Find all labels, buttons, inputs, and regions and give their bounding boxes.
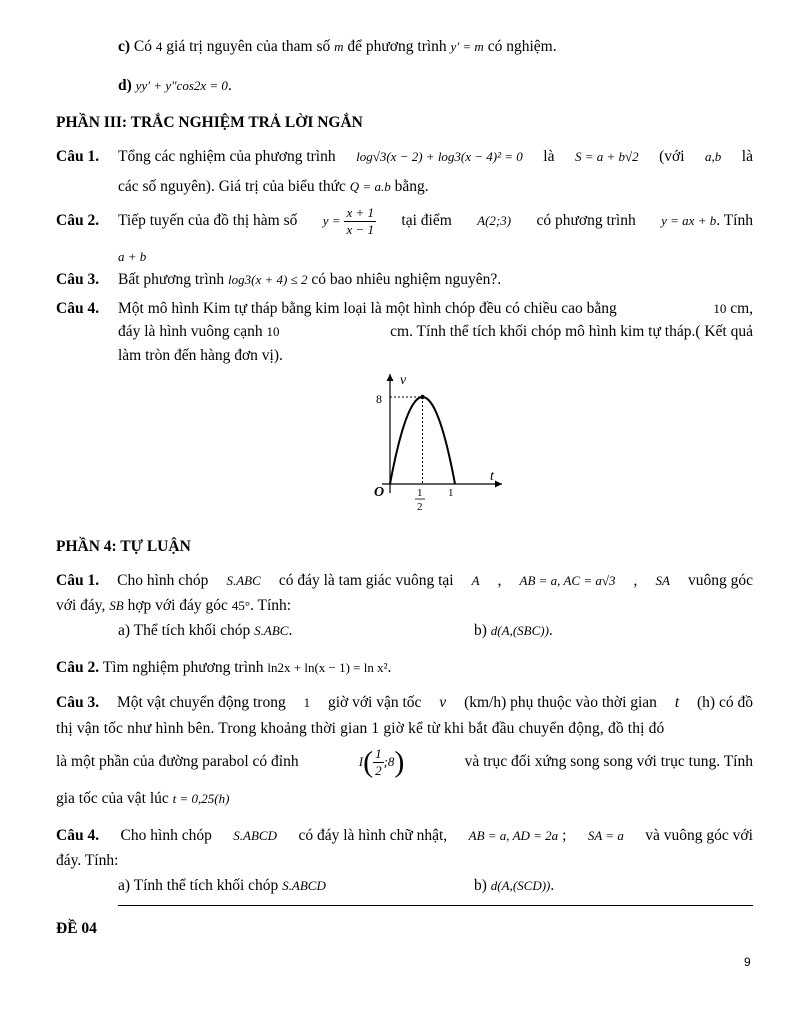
vertex-point bbox=[420, 395, 424, 399]
p3-q2-line2: a + b bbox=[118, 249, 147, 264]
part2-item-d: d) yy′ + y"cos2x = 0. bbox=[118, 77, 232, 94]
p3-q2-line1: Tiếp tuyến của đồ thị hàm số y = $\frac{x + 1}{x - 1}$ tại điểm A(2;3) có phương trình y = ax + b. Tính bbox=[118, 204, 753, 237]
vertex-expression: I( $\frac{1}{2}$ ;8) bbox=[358, 745, 405, 779]
p4-q1-part-b: b) d(A,(SBC)). bbox=[474, 622, 553, 639]
velocity-time-graph bbox=[362, 368, 512, 513]
part3-heading: PHẦN III: TRẮC NGHIỆM TRẢ LỜI NGẮN bbox=[56, 114, 363, 131]
p3-q2-label: Câu 2. bbox=[56, 212, 100, 229]
origin-label: O bbox=[374, 485, 385, 500]
p4-q2-line1: Câu 2. Tìm nghiệm phương trình ln2x + ln(x − 1) = ln x². bbox=[56, 659, 392, 676]
p4-q3-line2: thị vận tốc như hình bên. Trong khoảng thời gian 1 giờ kể từ khi bắt đầu chuyển động, đồ thị đó bbox=[56, 720, 665, 737]
page-number: 9 bbox=[744, 955, 751, 969]
half-tick-den: 2 bbox=[417, 501, 423, 513]
p4-q4-part-a: a) Tính thể tích khối chóp S.ABCD bbox=[118, 877, 326, 894]
p3-q3-label: Câu 3. bbox=[56, 271, 100, 288]
peak-value-label: 8 bbox=[376, 392, 382, 406]
p3-q1-label: Câu 1. bbox=[56, 148, 100, 165]
p3-q1-line1: Tổng các nghiệm của phương trình log√3(x − 2) + log3(x − 4)² = 0 là S = a + b√2 (với a,b là bbox=[118, 148, 753, 165]
p4-q1-line1: Câu 1. Cho hình chóp S.ABC có đáy là tam giác vuông tại A , AB = a, AC = a√3 , SA vuông góc bbox=[56, 572, 753, 589]
p3-q1-line2: các số nguyên). Giá trị của biểu thức Q = a.b bằng. bbox=[118, 178, 429, 195]
part4-heading: PHẦN 4: TỰ LUẬN bbox=[56, 538, 191, 555]
half-tick-num: 1 bbox=[417, 487, 423, 499]
p4-q3-line1: Câu 3. Một vật chuyển động trong 1 giờ với vận tốc v (km/h) phụ thuộc vào thời gian t (h) có đồ bbox=[56, 694, 753, 711]
p4-q4-line2: đáy. Tính: bbox=[56, 852, 119, 869]
p4-q1-part-a: a) Thể tích khối chóp S.ABC. bbox=[118, 622, 293, 639]
p4-q4-line1: Câu 4. Cho hình chóp S.ABCD có đáy là hình chữ nhật, AB = a, AD = 2a ; SA = a và vuông góc với bbox=[56, 827, 753, 844]
part2-item-c: c) Có 4 giá trị nguyên của tham số m để phương trình y′ = m có nghiệm. bbox=[118, 38, 557, 55]
p3-q3-line1: Bất phương trình log3(x + 4) ≤ 2 có bao nhiêu nghiệm nguyên?. bbox=[118, 271, 502, 288]
y-axis-label: v bbox=[400, 373, 407, 388]
p4-q4-part-b: b) d(A,(SCD)). bbox=[474, 877, 555, 894]
p3-q4-line3: làm tròn đến hàng đơn vị). bbox=[118, 347, 283, 364]
p3-q4-line1: Một mô hình Kim tự tháp bằng kim loại là một hình chóp đều có chiều cao bằng 10 cm, bbox=[118, 300, 753, 317]
section-divider bbox=[118, 905, 753, 906]
next-exam-heading: ĐỀ 04 bbox=[56, 920, 97, 937]
p4-q1-line2: với đáy, SB hợp với đáy góc 45°. Tính: bbox=[56, 597, 292, 614]
fraction: $\frac{x + 1}{x - 1}$ bbox=[346, 204, 374, 237]
p3-q4-line2: đáy là hình vuông cạnh 10 cm. Tính thể tích khối chóp mô hình kim tự tháp.( Kết quả bbox=[118, 323, 753, 340]
one-tick-label: 1 bbox=[448, 487, 454, 499]
x-axis-label: t bbox=[490, 469, 494, 484]
p4-q3-line4: gia tốc của vật lúc t = 0,25(h) bbox=[56, 790, 230, 807]
p3-q4-label: Câu 4. bbox=[56, 300, 100, 317]
p4-q3-line3: là một phần của đường parabol có đỉnh I( $\frac{1}{2}$ ;8) và trục đối xứng song song với trục tung. Tính bbox=[56, 740, 753, 784]
